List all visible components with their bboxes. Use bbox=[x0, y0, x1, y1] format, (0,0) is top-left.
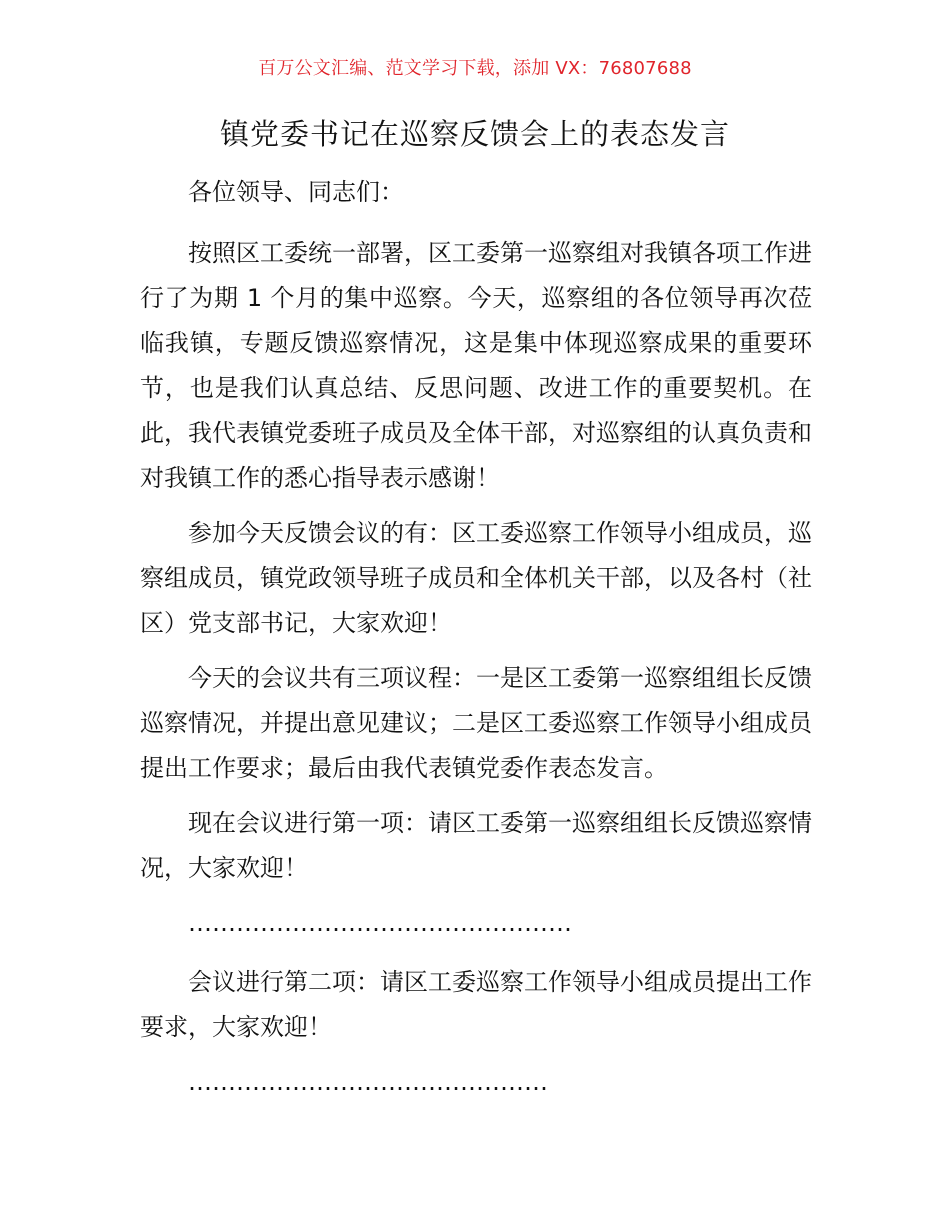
paragraph-item-one: 现在会议进行第一项：请区工委第一巡察组组长反馈巡察情况，大家欢迎！ bbox=[140, 809, 812, 882]
ellipsis-separator: ………………………………………… bbox=[188, 909, 572, 937]
paragraph-opening: 按照区工委统一部署，区工委第一巡察组对我镇各项工作进行了为期 1 个月的集中巡察。今天，巡察组的各位领导再次莅临我镇，专题反馈巡察情况，这是集中体现巡察成果的重要环节，也是我们认真总结、反思问题、改进工作的重要契机。在此，我代表镇党委班子成员及全体干部，对巡察组的认真负责和对我镇工作的悉心指导表示感谢！ bbox=[140, 239, 812, 492]
watermark-banner: 百万公文汇编、范文学习下载，添加 VX：76807688 bbox=[258, 58, 692, 79]
paragraph-attendees: 参加今天反馈会议的有：区工委巡察工作领导小组成员，巡察组成员，镇党政领导班子成员和全体机关干部，以及各村（社区）党支部书记，大家欢迎！ bbox=[140, 519, 812, 637]
ellipsis-separator: ……………………………………… bbox=[188, 1068, 548, 1096]
document-title: 镇党委书记在巡察反馈会上的表态发言 bbox=[219, 117, 730, 151]
document-body bbox=[140, 170, 812, 1119]
salutation: 各位领导、同志们： bbox=[188, 178, 404, 206]
paragraph-item-two: 会议进行第二项：请区工委巡察工作领导小组成员提出工作要求，大家欢迎！ bbox=[140, 968, 812, 1041]
paragraph-agenda: 今天的会议共有三项议程：一是区工委第一巡察组组长反馈巡察情况，并提出意见建议；二是区工委巡察工作领导小组成员提出工作要求；最后由我代表镇党委作表态发言。 bbox=[140, 664, 812, 782]
